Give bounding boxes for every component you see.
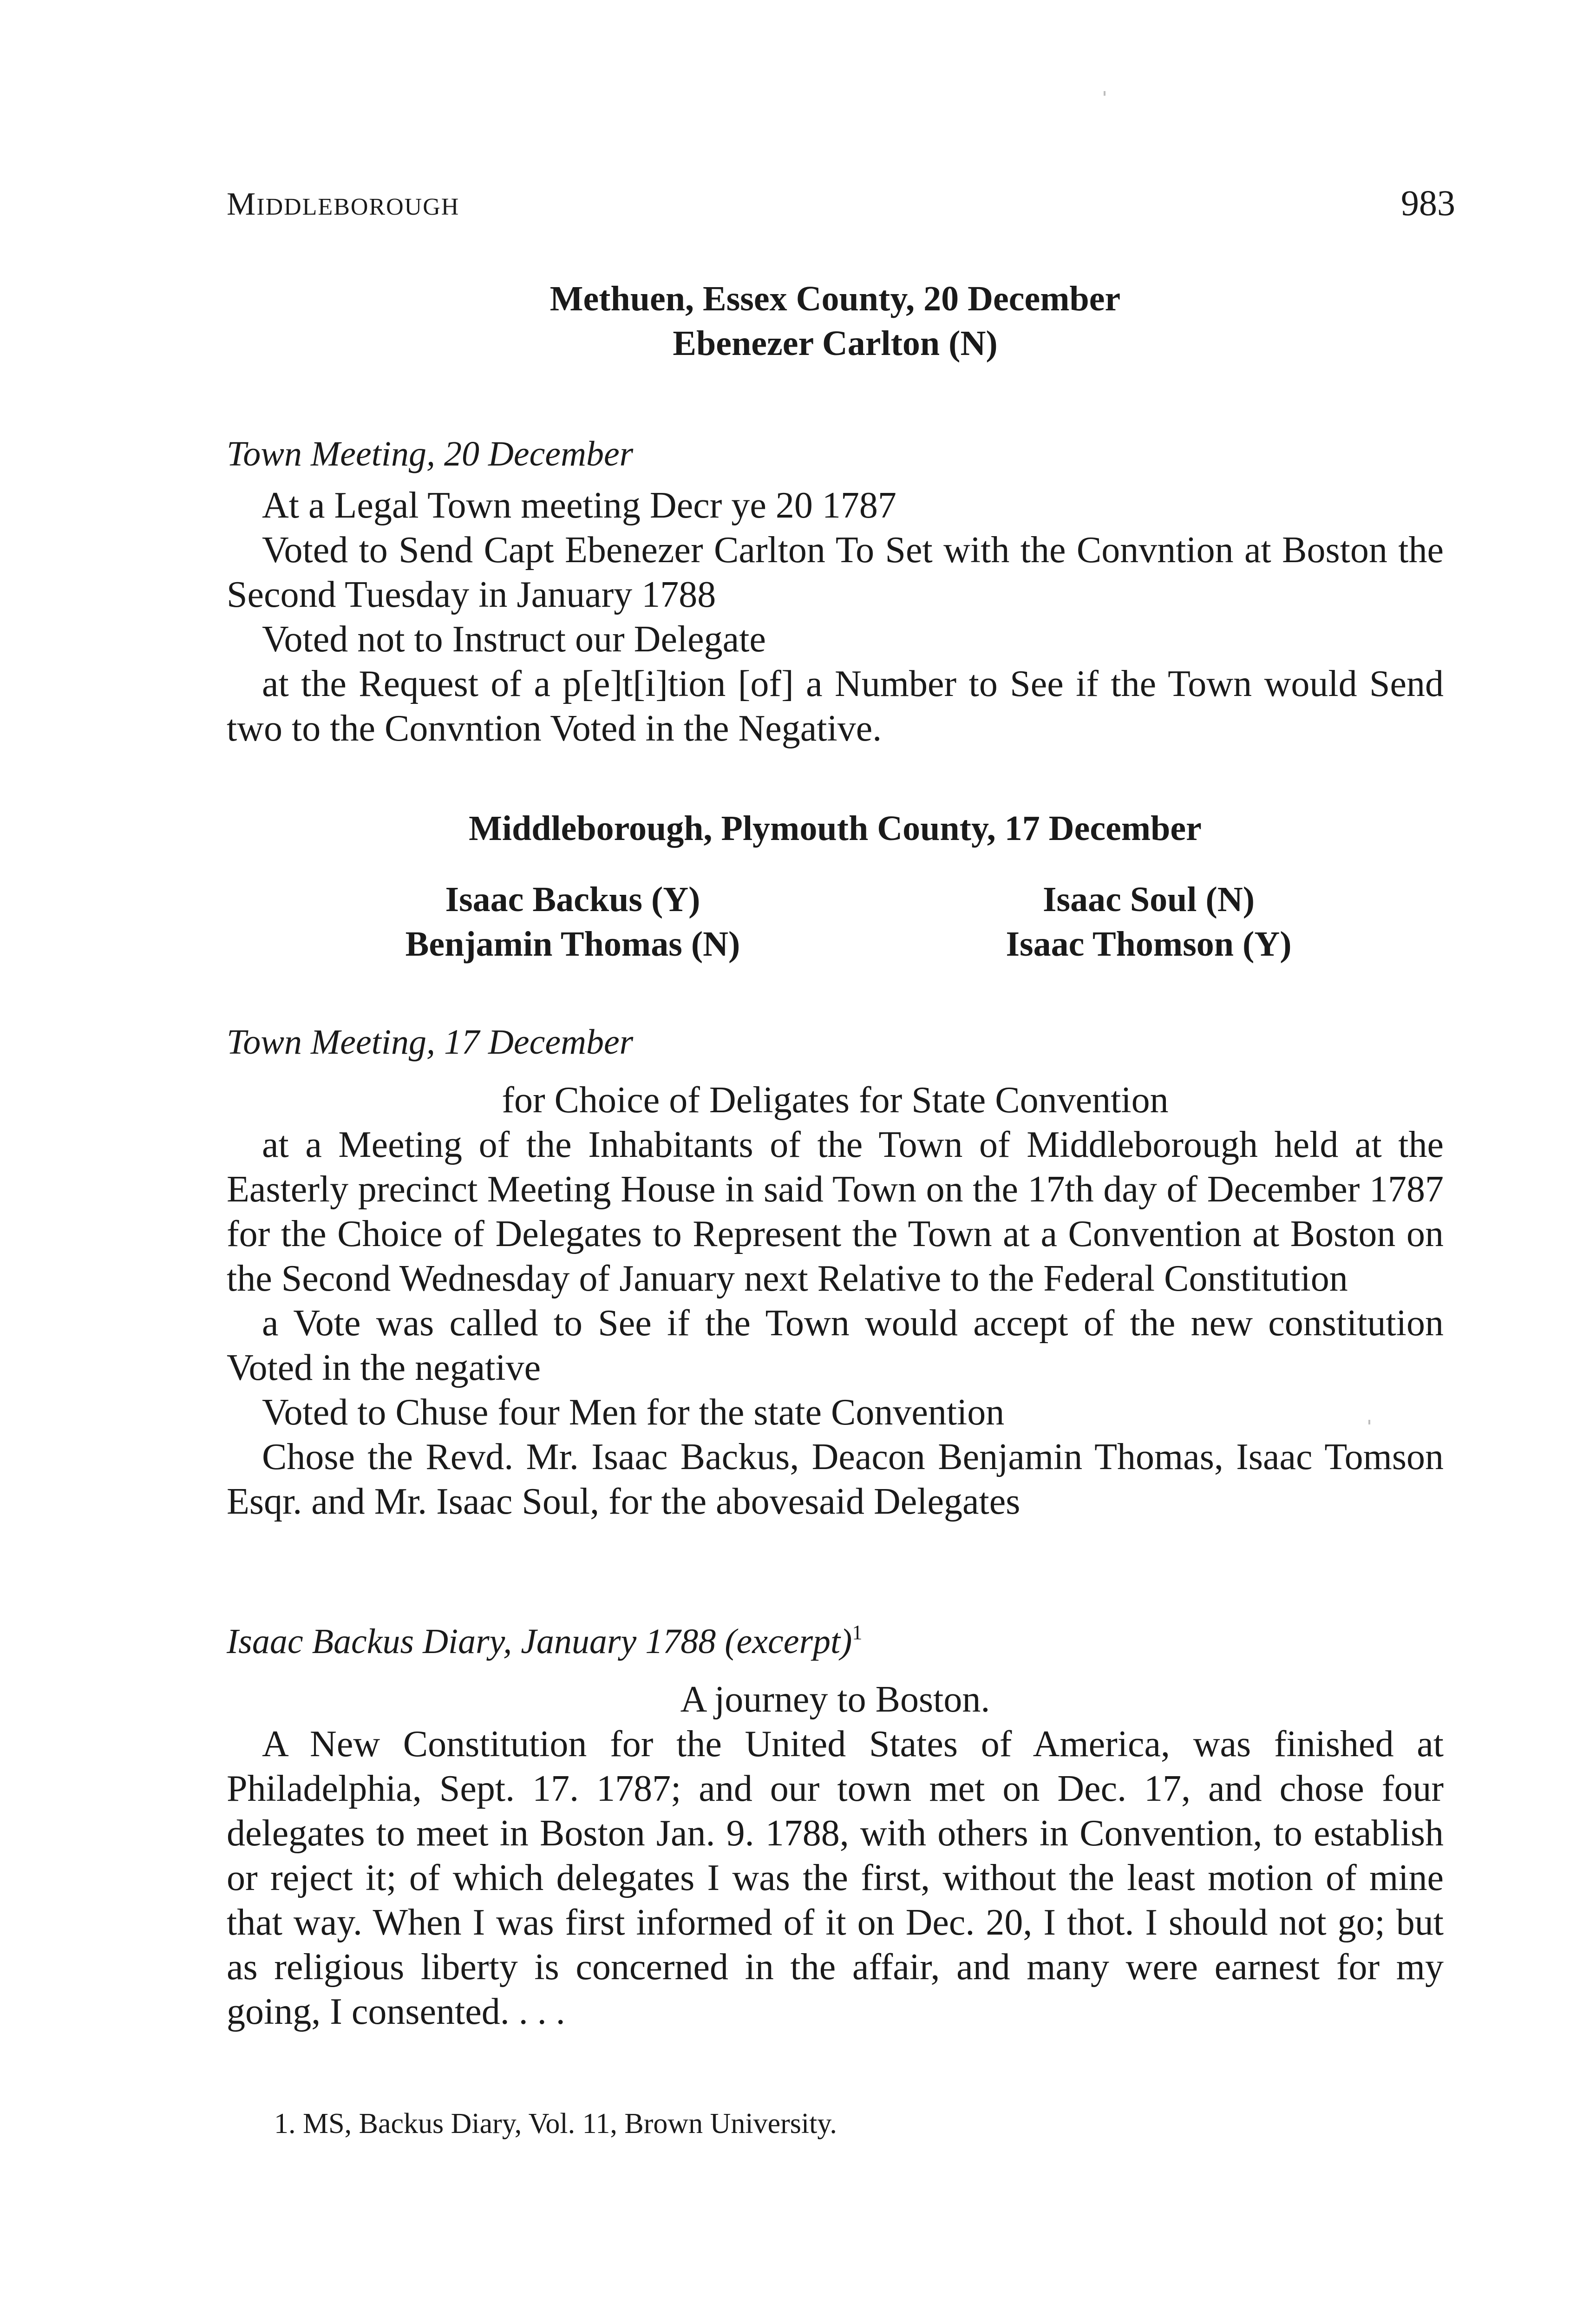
methuen-paragraph: Voted not to Instruct our Delegate [262, 619, 766, 660]
backus-diary-excerpt [227, 1677, 1444, 2034]
delegate-name: Isaac Thomson (Y) [1006, 925, 1292, 964]
middleborough-subtitle: for Choice of Deligates for State Convention [502, 1080, 1169, 1121]
running-header-title [227, 186, 459, 223]
backus-diary-heading-text: Isaac Backus Diary, January 1788 (excerpt) [227, 1622, 852, 1661]
footnote-marker: 1 [852, 1621, 863, 1644]
page-number: 983 [1401, 183, 1455, 223]
middleborough-meeting-heading: Town Meeting, 17 December [227, 1023, 634, 1062]
middleborough-paragraph: at a Meeting of the Inhabitants of the Town of Middleborough held at the Easterly precinct Meeting House in said Town on the 17th day of December 1787 for the Choice of Delegates to Represent the Town at a Convention at Boston on the Second Wednesday of January next Relative to the Federal Constitution [227, 1124, 1444, 1299]
methuen-minutes [227, 483, 1444, 751]
delegate-name: Isaac Backus (Y) [445, 880, 700, 919]
middleborough-paragraph: Voted to Chuse four Men for the state Convention [262, 1392, 1005, 1433]
methuen-paragraph: at the Request of a p[e]t[i]tion [of] a Number to See if the Town would Send two to the Convntion Voted in the Negative. [227, 663, 1444, 749]
scan-speck [1368, 1420, 1370, 1424]
methuen-paragraph: Voted to Send Capt Ebenezer Carlton To Set with the Convntion at Boston the Second Tuesday in January 1788 [227, 530, 1444, 615]
footnote: 1. MS, Backus Diary, Vol. 11, Brown University. [274, 2108, 837, 2139]
middleborough-paragraph: a Vote was called to See if the Town would accept of the new constitution Voted in the negative [227, 1303, 1444, 1388]
methuen-meeting-heading: Town Meeting, 20 December [227, 434, 634, 473]
running-header-initial: M [227, 186, 257, 222]
delegates-right-column [916, 877, 1381, 966]
delegate-name: Benjamin Thomas (N) [405, 925, 740, 964]
running-header-rest: IDDLEBOROUGH [256, 194, 460, 220]
methuen-delegate: Ebenezer Carlton (N) [673, 324, 998, 363]
middleborough-minutes [227, 1078, 1444, 1524]
delegates-left-column [340, 877, 805, 966]
backus-diary-subtitle: A journey to Boston. [680, 1679, 990, 1720]
scan-speck [1104, 91, 1105, 96]
middleborough-title: Middleborough, Plymouth County, 17 December [469, 809, 1202, 848]
delegate-name: Isaac Soul (N) [1042, 880, 1255, 919]
middleborough-paragraph: Chose the Revd. Mr. Isaac Backus, Deacon Benjamin Thomas, Isaac Tomson Esqr. and Mr. Isaac Soul, for the abovesaid Delegates [227, 1437, 1444, 1522]
methuen-paragraph: At a Legal Town meeting Decr ye 20 1787 [262, 485, 896, 526]
methuen-title: Methuen, Essex County, 20 December [549, 279, 1121, 318]
backus-diary-paragraph: A New Constitution for the United States of America, was finished at Philadelphia, Sept. 17. 1787; and our town met on Dec. 17, and chose four delegates to meet in Boston Jan. 9. 1788, with others in Convention, to establish or reject it; of which delegates I was the first, without the least motion of mine that way. When I was first informed of it on Dec. 20, I thot. I should not go; but as religious liberty is concerned in the affair, and many were earnest for my going, I consented. . . . [227, 1724, 1444, 2032]
backus-diary-heading [227, 1621, 862, 1662]
